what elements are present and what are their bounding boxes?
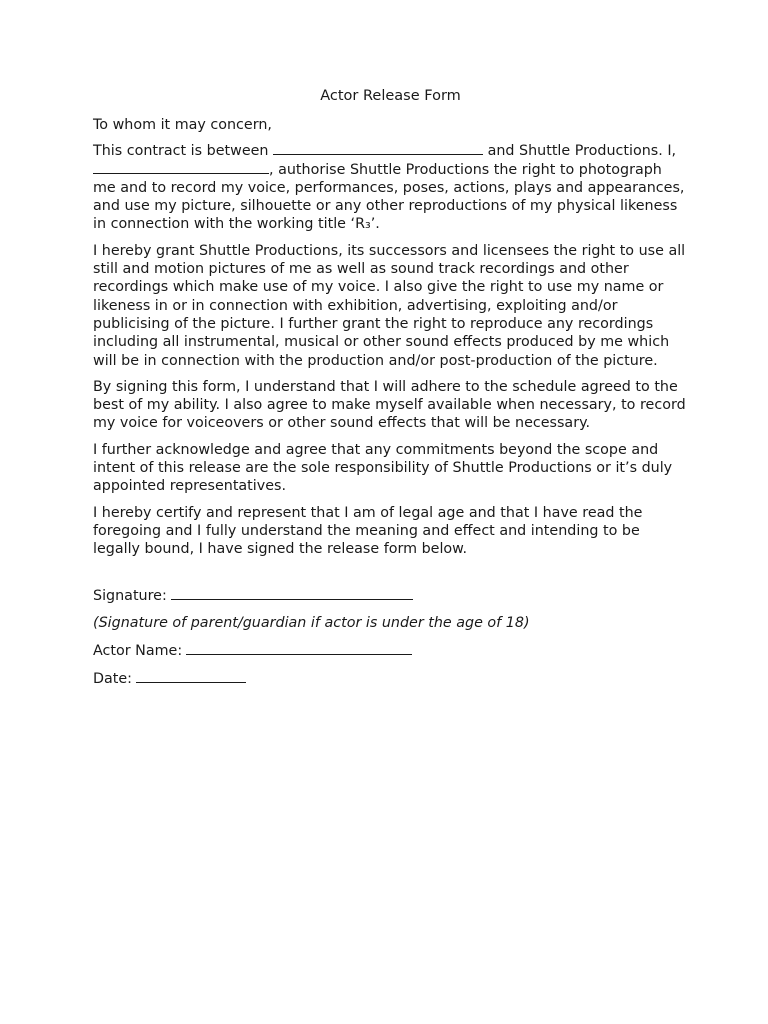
actor-name-field[interactable] (186, 642, 412, 655)
actor-name-blank[interactable] (93, 161, 269, 174)
salutation: To whom it may concern, (93, 117, 272, 133)
acknowledge-paragraph: I further acknowledge and agree that any commitments beyond the scope and intent of this release are the sole responsibility of Shuttle Productions or it’s duly appointed representatives. (93, 441, 673, 495)
signature-note: (Signature of parent/guardian if actor is under the age of 18) (93, 615, 530, 632)
signature-field[interactable] (171, 587, 413, 600)
date-label: Date: (93, 670, 132, 687)
contract-paragraph (93, 142, 688, 233)
schedule-paragraph: By signing this form, I understand that I will adhere to the schedule agreed to the best of my ability. I also agree to make myself available when necessary, to record my voice for voiceovers or other sound effects that will be necessary. (93, 378, 686, 432)
document-title: Actor Release Form (320, 88, 461, 104)
signature-row (93, 587, 688, 605)
contract-text-2: and Shuttle Productions. I, (487, 143, 677, 160)
actor-name-row (93, 642, 688, 660)
signature-section (93, 587, 688, 689)
actor-name-label: Actor Name: (93, 643, 183, 660)
contract-text-1: This contract is between (93, 143, 269, 160)
signature-label: Signature: (93, 587, 167, 604)
contract-text-3: , authorise Shuttle Productions the right to photograph me and to record my voice, performances, poses, actions, plays and appearances, and use my picture, silhouette or any other reproductions of my physical likeness in connection with the working title ‘R₃’. (93, 161, 685, 233)
certify-paragraph: I hereby certify and represent that I am of legal age and that I have read the foregoing and I fully understand the meaning and effect and intending to be legally bound, I have signed the release form below. (93, 504, 643, 558)
grant-paragraph: I hereby grant Shuttle Productions, its successors and licensees the right to use all still and motion pictures of me as well as sound track recordings and other recordings which make use of my voice. I also give the right to use my name or likeness in or in connection with exhibition, advertising, exploiting and/or publicising of the picture. I further grant the right to reproduce any recordings including all instrumental, musical or other sound effects produced by me which will be in connection with the production and/or post-production of the picture. (93, 242, 686, 369)
date-row (93, 670, 688, 688)
party-name-blank[interactable] (273, 142, 483, 155)
date-field[interactable] (136, 670, 246, 683)
